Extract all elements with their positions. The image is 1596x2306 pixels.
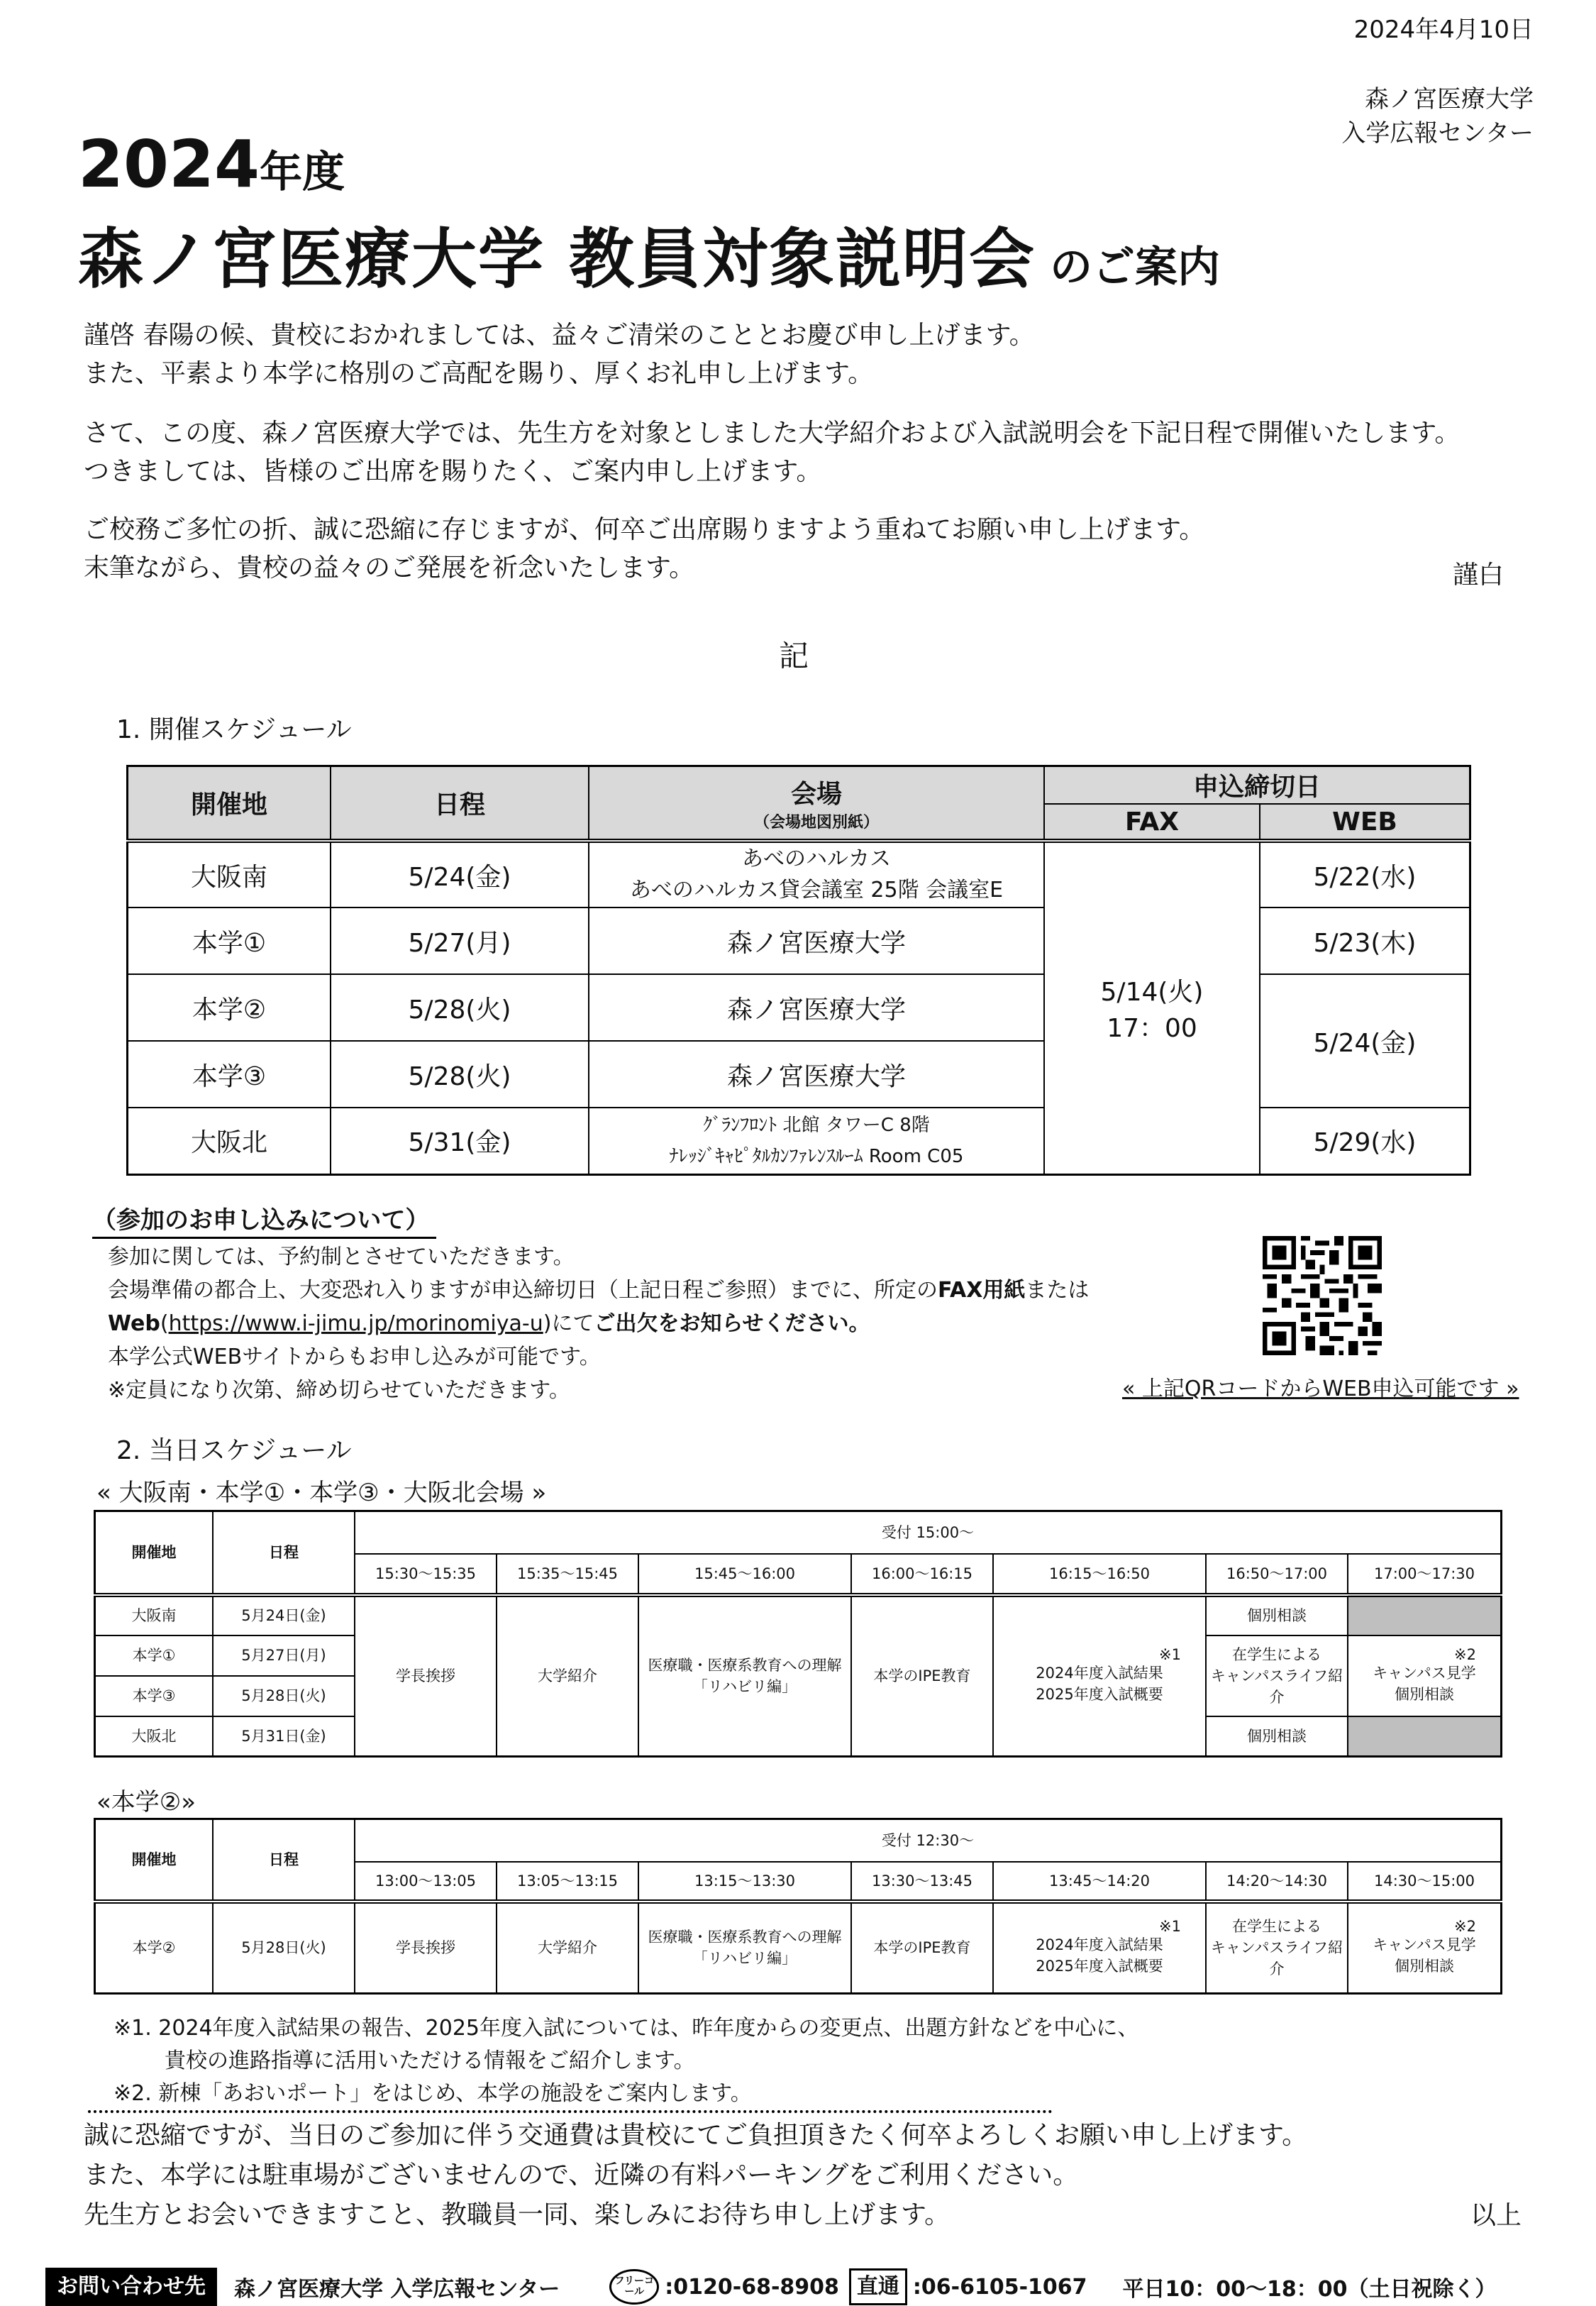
note2-mark: ※2: [1454, 1918, 1476, 1936]
ijo-mark: 以上: [1470, 2201, 1522, 2230]
note1-mark: ※1: [1159, 1918, 1181, 1936]
prog-student-line2: キャンパスライフ紹介: [1210, 1667, 1343, 1706]
time-slot: 14:20～14:30: [1206, 1862, 1348, 1902]
prog-student-line1: 在学生による: [1232, 1645, 1321, 1663]
freecall-icon: フリーコール: [609, 2269, 659, 2305]
cell-place: 大阪南: [95, 1595, 214, 1635]
prog-tour: [1348, 1902, 1502, 1994]
prog-exam-line2: 2025年度入試概要: [1036, 1686, 1163, 1704]
cell-place: 本学③: [95, 1676, 214, 1716]
cell-venue: 森ノ宮医療大学: [589, 974, 1044, 1041]
th-venue: [589, 766, 1044, 842]
venue-line1: ｸﾞﾗﾝﾌﾛﾝﾄ 北館 タワーC 8階: [703, 1114, 930, 1136]
prog-tour: [1348, 1635, 1502, 1716]
day-schedule-a: [94, 1510, 1502, 1758]
cell-web: 5/22(水): [1260, 841, 1470, 907]
th-venue-label: 会場: [790, 779, 842, 809]
issuer-line2: 入学広報センター: [1341, 119, 1534, 148]
venue-line1: あべのハルカス: [742, 846, 891, 871]
cell-venue: [589, 841, 1044, 907]
time-slot: 13:30～13:45: [851, 1862, 993, 1902]
title-main: 森ノ宮医療大学 教員対象説明会: [78, 221, 1036, 297]
time-slot: 15:35～15:45: [497, 1554, 638, 1595]
page-title: [78, 207, 1220, 301]
cell-date: 5月31日(金): [213, 1716, 355, 1757]
prog-student: [1206, 1635, 1348, 1716]
prog-exam-line2: 2025年度入試概要: [1036, 1958, 1163, 1975]
prog-exam-line1: 2024年度入試結果: [1036, 1665, 1163, 1682]
prog-consult: 個別相談: [1206, 1595, 1348, 1635]
office-hours: 平日10：00～18：00（土日祝除く）: [1122, 2277, 1497, 2302]
table-row: [128, 841, 1470, 907]
reception-time: 受付 15:00～: [355, 1511, 1502, 1554]
cell-web: 5/29(水): [1260, 1108, 1470, 1174]
time-slot: 16:15～16:50: [993, 1554, 1206, 1595]
cell-web: 5/23(木): [1260, 907, 1470, 974]
th-place: 開催地: [95, 1511, 214, 1595]
cell-venue: 森ノ宮医療大学: [589, 907, 1044, 974]
prog-medical-line2: 「リハビリ編」: [692, 1678, 797, 1696]
cell-venue: [589, 1108, 1044, 1174]
table-row: [128, 1108, 1470, 1174]
venue-line2: あべのハルカス貸会議室 25階 会議室E: [629, 878, 1004, 903]
prog-consult: 個別相談: [1206, 1716, 1348, 1757]
web-label: Web: [108, 1311, 160, 1336]
group-a-title: « 大阪南・本学①・本学③・大阪北会場 »: [96, 1479, 547, 1507]
fax-deadline-date: 5/14(火): [1100, 977, 1204, 1007]
cell-place: 本学①: [95, 1635, 214, 1676]
time-slot: 16:50～17:00: [1206, 1554, 1348, 1595]
apply-line1: 参加に関しては、予約制とさせていただきます。: [108, 1245, 575, 1269]
cell-place: 本学③: [128, 1041, 331, 1108]
day-schedule-b: [94, 1818, 1502, 1995]
th-date: 日程: [213, 1511, 355, 1595]
qr-caption: « 上記QRコードからWEB申込可能です »: [1122, 1377, 1519, 1401]
cell-place: 本学②: [128, 974, 331, 1041]
intro-3: さて、この度、森ノ宮医療大学では、先生方を対象としました大学紹介および入試説明会を下記日程で開催いたします。: [84, 419, 1461, 448]
apply-line5: ※定員になり次第、締め切らせていただきます。: [108, 1378, 570, 1403]
closing-3: 先生方とお会いできますこと、教職員一同、楽しみにお待ち申し上げます。: [84, 2200, 951, 2229]
qr-code-icon[interactable]: [1263, 1232, 1382, 1359]
group-b-title: «本学②»: [96, 1788, 196, 1816]
th-web: WEB: [1260, 804, 1470, 841]
venue-line2: ﾅﾚｯｼﾞｷｬﾋﾟﾀﾙｶﾝﾌｧﾚﾝｽﾙｰﾑ Room C05: [669, 1145, 964, 1167]
th-fax: FAX: [1044, 804, 1260, 841]
prog-student-line1: 在学生による: [1232, 1918, 1321, 1936]
th-deadline: 申込締切日: [1044, 766, 1470, 805]
issue-date: 2024年4月10日: [1353, 16, 1534, 44]
time-slot: 17:00～17:30: [1348, 1554, 1502, 1595]
time-slot: 14:30～15:00: [1348, 1862, 1502, 1902]
time-slot: 13:00～13:05: [355, 1862, 497, 1902]
year-number: 2024: [78, 126, 260, 202]
direct-number: :06-6105-1067: [912, 2274, 1087, 2300]
cell-web: 5/24(金): [1260, 974, 1470, 1108]
direct-label: 直通: [849, 2268, 907, 2305]
note-1b: 貴校の進路指導に活用いただける情報をご紹介します。: [165, 2048, 695, 2073]
cell-place: 本学①: [128, 907, 331, 974]
intro-1: 謹啓 春陽の候、貴校におかれましては、益々ご清栄のこととお慶び申し上げます。: [84, 321, 1035, 350]
apply-line2-text: 会場準備の都合上、大変恐れ入りますが申込締切日（上記日程ご参照）までに、所定の: [108, 1278, 938, 1303]
dotted-divider: [88, 2110, 1053, 2113]
time-slot: 15:45～16:00: [638, 1554, 851, 1595]
closing-2: また、本学には駐車場がございませんので、近隣の有料パーキングをご利用ください。: [84, 2161, 1079, 2190]
cell-fax-deadline: [1044, 841, 1260, 1174]
reception-time: 受付 12:30～: [355, 1819, 1502, 1862]
prog-exam-line1: 2024年度入試結果: [1036, 1936, 1163, 1954]
contact-label: お問い合わせ先: [45, 2268, 217, 2306]
cell-place: 大阪北: [95, 1716, 214, 1757]
time-slot: 13:05～13:15: [497, 1862, 638, 1902]
apply-heading: （参加のお申し込みについて）: [92, 1201, 436, 1239]
apply-url-link[interactable]: https://www.i-jimu.jp/morinomiya-u: [168, 1311, 543, 1336]
cell-date: 5月28日(火): [213, 1676, 355, 1716]
fiscal-year: [78, 126, 345, 202]
prog-univ-intro: 大学紹介: [497, 1902, 638, 1994]
paren-open: (: [160, 1311, 169, 1336]
cell-date: 5月24日(金): [213, 1595, 355, 1635]
cell-place: 大阪北: [128, 1108, 331, 1174]
apply-line2: [108, 1274, 1089, 1307]
table-row: [95, 1902, 1502, 1994]
apply-line2-end: または: [1025, 1278, 1090, 1303]
prog-tour-line2: 個別相談: [1395, 1685, 1454, 1703]
cell-date: 5/28(火): [331, 1041, 589, 1108]
cell-date: 5/27(月): [331, 907, 589, 974]
issuer: [1341, 82, 1534, 150]
issuer-line1: 森ノ宮医療大学: [1365, 85, 1534, 114]
apply-line4: 本学公式WEBサイトからもお申し込みが可能です。: [108, 1345, 601, 1369]
th-place: 開催地: [95, 1819, 214, 1902]
time-slot: 16:00～16:15: [851, 1554, 993, 1595]
prog-tour-line1: キャンパス見学: [1373, 1936, 1476, 1954]
cell-date: 5月27日(月): [213, 1635, 355, 1676]
prog-greeting: 学長挨拶: [355, 1902, 497, 1994]
prog-greeting: 学長挨拶: [355, 1595, 497, 1757]
note2-mark: ※2: [1454, 1645, 1476, 1663]
prog-medical-line1: 医療職・医療系教育への理解: [648, 1657, 842, 1675]
table-row: [95, 1595, 1502, 1635]
prog-exam: [993, 1902, 1206, 1994]
section2-title: 2. 当日スケジュール: [116, 1436, 352, 1465]
blank-cell: [1348, 1716, 1502, 1757]
fax-form-label: FAX用紙: [938, 1278, 1026, 1303]
closing-1: 誠に恐縮ですが、当日のご参加に伴う交通費は貴校にてご負担頂きたく何卒よろしくお願い申し上げます。: [84, 2121, 1308, 2150]
fax-deadline-time: 17：00: [1107, 1013, 1197, 1043]
ki-mark: 記: [779, 639, 809, 673]
kihaku: 謹白: [1452, 561, 1504, 590]
freecall-number: :0120-68-8908: [665, 2274, 839, 2300]
cell-date: 5/31(金): [331, 1108, 589, 1174]
attendance-notice: ご出欠をお知らせください。: [594, 1311, 870, 1336]
prog-medical-line2: 「リハビリ編」: [692, 1950, 797, 1968]
th-venue-note: （会場地図別紙）: [753, 813, 879, 832]
th-place: 開催地: [128, 766, 331, 842]
note1-mark: ※1: [1159, 1646, 1181, 1664]
prog-medical: [638, 1902, 851, 1994]
prog-student-line2: キャンパスライフ紹介: [1210, 1939, 1343, 1978]
time-slot: 13:45～14:20: [993, 1862, 1206, 1902]
prog-student: [1206, 1902, 1348, 1994]
section1-title: 1. 開催スケジュール: [116, 715, 352, 744]
cell-date: 5/28(火): [331, 974, 589, 1041]
prog-medical-line1: 医療職・医療系教育への理解: [648, 1929, 842, 1946]
cell-date: 5月28日(火): [213, 1902, 355, 1994]
apply-line3: [108, 1307, 870, 1340]
prog-medical: [638, 1595, 851, 1757]
schedule-table: [126, 765, 1471, 1176]
title-sub: のご案内: [1050, 243, 1221, 292]
note-1a: ※1. 2024年度入試結果の報告、2025年度入試については、昨年度からの変更点、出題方針などを中心に、: [113, 2016, 1139, 2041]
contact-bar: [45, 2268, 1563, 2306]
time-slot: 13:15～13:30: [638, 1862, 851, 1902]
cell-date: 5/24(金): [331, 841, 589, 907]
table-row: [128, 974, 1470, 1041]
intro-2: また、平素より本学に格別のご高配を賜り、厚くお礼申し上げます。: [84, 359, 874, 388]
prog-tour-line2: 個別相談: [1395, 1958, 1454, 1975]
apply-line3-mid: )にて: [543, 1311, 594, 1336]
intro-6: 末筆ながら、貴校の益々のご発展を祈念いたします。: [84, 553, 695, 583]
note-2: ※2. 新棟「あおいポート」をはじめ、本学の施設をご案内します。: [113, 2081, 752, 2106]
cell-place: 大阪南: [128, 841, 331, 907]
cell-venue: 森ノ宮医療大学: [589, 1041, 1044, 1108]
cell-place: 本学②: [95, 1902, 214, 1994]
contact-org: 森ノ宮医療大学 入学広報センター: [234, 2277, 560, 2302]
prog-univ-intro: 大学紹介: [497, 1595, 638, 1757]
prog-tour-line1: キャンパス見学: [1373, 1664, 1476, 1682]
blank-cell: [1348, 1595, 1502, 1635]
th-date: 日程: [213, 1819, 355, 1902]
intro-5: ご校務ご多忙の折、誠に恐縮に存じますが、何卒ご出席賜りますよう重ねてお願い申し上げます。: [84, 515, 1205, 544]
prog-ipe: 本学のIPE教育: [851, 1902, 993, 1994]
th-date: 日程: [331, 766, 589, 842]
prog-exam: [993, 1595, 1206, 1757]
year-suffix: 年度: [260, 148, 345, 197]
table-row: [128, 907, 1470, 974]
prog-ipe: 本学のIPE教育: [851, 1595, 993, 1757]
time-slot: 15:30～15:35: [355, 1554, 497, 1595]
intro-4: つきましては、皆様のご出席を賜りたく、ご案内申し上げます。: [84, 457, 822, 486]
